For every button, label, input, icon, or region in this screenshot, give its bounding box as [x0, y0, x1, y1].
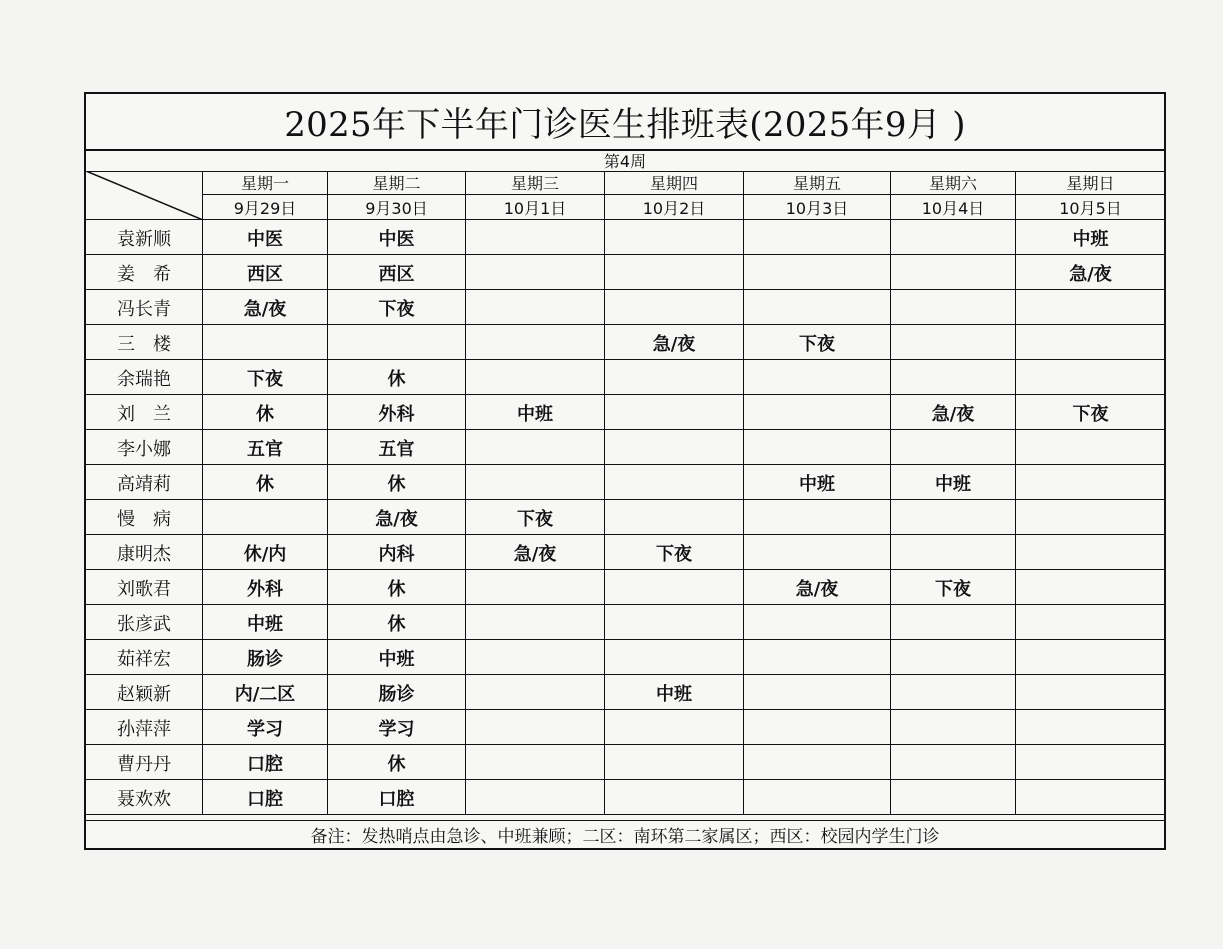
doctor-name-cell: 三 楼 — [86, 325, 203, 360]
schedule-cell — [744, 745, 891, 780]
schedule-cell — [891, 710, 1016, 745]
doctor-name-cell: 袁新顺 — [86, 220, 203, 255]
schedule-cell — [1016, 290, 1165, 325]
column-date-label: 10月5日 — [1059, 199, 1122, 218]
schedule-cell — [605, 290, 744, 325]
table-row — [86, 255, 1164, 290]
schedule-cell: 下夜 — [1072, 403, 1109, 425]
column-day-label: 星期二 — [328, 171, 465, 195]
schedule-cell: 急/夜 — [891, 395, 1016, 430]
schedule-cell — [1016, 675, 1165, 710]
schedule-cell: 肠诊 — [328, 675, 466, 710]
schedule-cell — [466, 290, 605, 325]
schedule-cell — [891, 430, 1016, 465]
table-row — [86, 325, 1164, 360]
schedule-cell — [605, 780, 744, 815]
schedule-cell — [744, 605, 891, 640]
schedule-cell — [605, 745, 744, 780]
table-row — [86, 640, 1164, 675]
schedule-cell — [891, 780, 1016, 815]
schedule-cell — [1016, 570, 1165, 605]
schedule-cell: 中班 — [744, 465, 891, 500]
schedule-cell: 中班 — [328, 640, 466, 675]
schedule-cell — [891, 325, 1016, 360]
schedule-cell: 口腔 — [328, 780, 466, 815]
doctor-name-cell: 李小娜 — [86, 430, 203, 465]
doctor-name-cell: 冯长青 — [86, 290, 203, 325]
schedule-cell — [466, 710, 605, 745]
column-date-label: 10月1日 — [503, 199, 567, 218]
schedule-cell — [744, 430, 891, 465]
schedule-cell — [891, 290, 1016, 325]
table-row — [86, 430, 1164, 465]
schedule-cell — [744, 640, 891, 675]
schedule-cell: 下夜 — [605, 535, 744, 570]
schedule-cell — [891, 535, 1016, 570]
column-day-label: 星期四 — [605, 171, 743, 195]
table-row — [86, 710, 1164, 745]
schedule-cell: 下夜 — [328, 290, 466, 325]
schedule-cell: 下夜 — [203, 360, 328, 395]
table-row — [86, 220, 1164, 255]
schedule-cell: 五官 — [203, 430, 328, 465]
schedule-cell — [744, 395, 891, 430]
schedule-cell: 下夜 — [466, 500, 605, 535]
doctor-name-cell: 赵颖新 — [86, 675, 203, 710]
schedule-cell: 外科 — [203, 570, 328, 605]
schedule-cell — [744, 255, 891, 290]
schedule-cell — [466, 430, 605, 465]
schedule-cell — [891, 745, 1016, 780]
doctor-name-cell: 康明杰 — [86, 535, 203, 570]
schedule-cell — [744, 220, 891, 255]
schedule-cell — [605, 220, 744, 255]
schedule-cell — [1016, 710, 1165, 745]
schedule-cell — [466, 780, 605, 815]
page-title: 2025年下半年门诊医生排班表(2025年9月 ) — [86, 94, 1164, 151]
schedule-cell — [744, 780, 891, 815]
schedule-cell — [328, 325, 466, 360]
schedule-cell — [466, 220, 605, 255]
schedule-cell: 急/夜 — [466, 535, 605, 570]
column-day-label: 星期三 — [466, 171, 604, 195]
schedule-cell — [466, 255, 605, 290]
schedule-cell: 中医 — [328, 220, 466, 255]
schedule-cell — [466, 570, 605, 605]
schedule-cell — [891, 500, 1016, 535]
schedule-cell: 中班 — [466, 395, 605, 430]
schedule-cell — [466, 325, 605, 360]
schedule-cell — [744, 675, 891, 710]
schedule-cell: 休/内 — [203, 535, 328, 570]
schedule-cell — [1016, 780, 1165, 815]
schedule-cell: 西区 — [203, 255, 328, 290]
schedule-sheet — [84, 92, 1166, 850]
doctor-name-cell: 刘歌君 — [86, 570, 203, 605]
doctor-name-cell: 姜 希 — [86, 255, 203, 290]
schedule-cell — [203, 500, 328, 535]
schedule-cell: 外科 — [328, 395, 466, 430]
schedule-cell — [744, 290, 891, 325]
schedule-cell — [1016, 325, 1165, 360]
schedule-cell — [744, 500, 891, 535]
schedule-cell — [1016, 360, 1165, 395]
schedule-cell — [605, 360, 744, 395]
schedule-cell: 中班 — [891, 465, 1016, 500]
schedule-cell: 中班 — [1072, 228, 1109, 250]
week-label: 第4周 — [86, 149, 1164, 172]
schedule-cell — [605, 500, 744, 535]
diagonal-line-icon — [86, 171, 203, 220]
schedule-cell — [744, 710, 891, 745]
schedule-cell: 学习 — [203, 710, 328, 745]
schedule-cell — [891, 360, 1016, 395]
doctor-name-cell: 茹祥宏 — [86, 640, 203, 675]
schedule-cell — [605, 605, 744, 640]
schedule-cell: 五官 — [328, 430, 466, 465]
table-row — [86, 465, 1164, 500]
doctor-name-cell: 曹丹丹 — [86, 745, 203, 780]
schedule-cell: 急/夜 — [328, 500, 466, 535]
schedule-cell: 急/夜 — [605, 325, 744, 360]
schedule-cell — [605, 640, 744, 675]
schedule-cell: 口腔 — [203, 745, 328, 780]
column-date-label: 10月3日 — [785, 199, 849, 218]
schedule-cell: 中医 — [203, 220, 328, 255]
table-row — [86, 675, 1164, 710]
schedule-cell: 西区 — [328, 255, 466, 290]
column-date-label: 9月30日 — [365, 199, 428, 218]
schedule-cell — [891, 255, 1016, 290]
schedule-cell — [744, 535, 891, 570]
column-day-label: 星期六 — [891, 171, 1015, 195]
schedule-cell: 急/夜 — [203, 290, 328, 325]
header-column-7 — [1016, 171, 1165, 220]
schedule-cell — [605, 395, 744, 430]
schedule-cell: 下夜 — [891, 570, 1016, 605]
schedule-cell — [605, 570, 744, 605]
table-row — [86, 395, 1164, 430]
schedule-cell — [203, 325, 328, 360]
schedule-cell: 休 — [203, 465, 328, 500]
schedule-cell: 休 — [328, 360, 466, 395]
schedule-cell — [891, 640, 1016, 675]
schedule-cell — [891, 220, 1016, 255]
schedule-cell: 休 — [203, 395, 328, 430]
schedule-cell: 急/夜 — [744, 570, 891, 605]
schedule-cell — [1016, 605, 1165, 640]
diagonal-header-cell — [86, 171, 203, 220]
schedule-cell: 休 — [328, 570, 466, 605]
schedule-cell — [1016, 500, 1165, 535]
table-row — [86, 290, 1164, 325]
schedule-cell — [891, 605, 1016, 640]
schedule-cell — [466, 360, 605, 395]
schedule-cell: 休 — [328, 605, 466, 640]
column-date-label: 10月4日 — [921, 199, 985, 218]
table-row — [86, 780, 1164, 815]
schedule-cell — [1016, 640, 1165, 675]
schedule-cell — [891, 675, 1016, 710]
header-column-1 — [203, 171, 328, 220]
schedule-cell — [466, 640, 605, 675]
schedule-cell: 内科 — [328, 535, 466, 570]
header-column-4 — [605, 171, 744, 220]
doctor-name-cell: 张彦武 — [86, 605, 203, 640]
schedule-cell — [744, 360, 891, 395]
doctor-name-cell: 刘 兰 — [86, 395, 203, 430]
schedule-cell: 学习 — [328, 710, 466, 745]
table-row — [86, 360, 1164, 395]
table-row — [86, 605, 1164, 640]
column-day-label: 星期一 — [203, 171, 327, 195]
schedule-cell: 肠诊 — [203, 640, 328, 675]
column-date-label: 9月29日 — [233, 199, 297, 218]
schedule-cell — [605, 710, 744, 745]
schedule-cell: 口腔 — [203, 780, 328, 815]
doctor-name-cell: 慢 病 — [86, 500, 203, 535]
schedule-cell: 中班 — [203, 605, 328, 640]
column-day-label: 星期五 — [744, 171, 890, 195]
schedule-cell — [466, 675, 605, 710]
doctor-name-cell: 聂欢欢 — [86, 780, 203, 815]
header-column-3 — [466, 171, 605, 220]
footer-note: 备注：发热哨点由急诊、中班兼顾；二区：南环第二家属区；西区：校园内学生门诊 — [86, 820, 1164, 848]
schedule-cell — [1016, 430, 1165, 465]
doctor-name-cell: 高靖莉 — [86, 465, 203, 500]
table-row — [86, 570, 1164, 605]
table-row — [86, 500, 1164, 535]
header-column-6 — [891, 171, 1016, 220]
schedule-cell — [466, 605, 605, 640]
schedule-cell — [605, 430, 744, 465]
column-day-label: 星期日 — [1016, 171, 1165, 195]
schedule-cell: 急/夜 — [1069, 263, 1112, 285]
schedule-cell: 内/二区 — [203, 675, 328, 710]
schedule-cell: 中班 — [605, 675, 744, 710]
table-row — [86, 745, 1164, 780]
doctor-name-cell: 余瑞艳 — [86, 360, 203, 395]
column-date-label: 10月2日 — [642, 199, 706, 218]
schedule-cell — [1016, 745, 1165, 780]
schedule-cell — [466, 465, 605, 500]
doctor-name-cell: 孙萍萍 — [86, 710, 203, 745]
schedule-cell: 休 — [328, 745, 466, 780]
schedule-cell — [1016, 535, 1165, 570]
schedule-cell — [605, 465, 744, 500]
schedule-cell: 下夜 — [744, 325, 891, 360]
schedule-cell — [605, 255, 744, 290]
schedule-cell: 休 — [328, 465, 466, 500]
table-row — [86, 535, 1164, 570]
schedule-cell — [1016, 465, 1165, 500]
header-column-2 — [328, 171, 466, 220]
schedule-cell — [466, 745, 605, 780]
header-column-5 — [744, 171, 891, 220]
